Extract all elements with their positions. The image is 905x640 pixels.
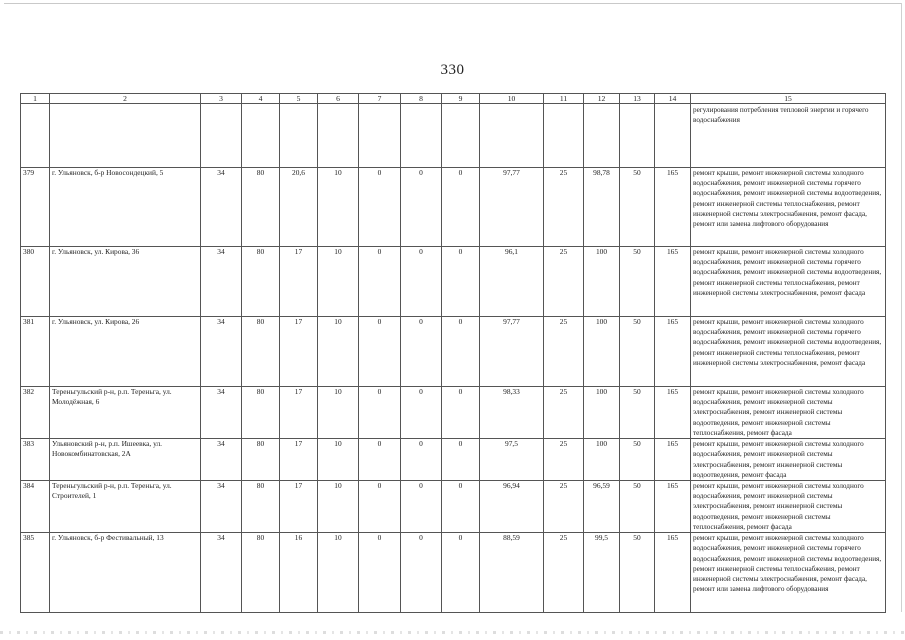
value-cell: 10 xyxy=(318,247,359,317)
row-number: 383 xyxy=(21,439,50,481)
page-number: 330 xyxy=(440,62,465,78)
empty-cell xyxy=(620,104,655,168)
empty-cell xyxy=(480,104,544,168)
address-cell: Тереньгульский р-н, р.п. Тереньга, ул. Строителей, 1 xyxy=(50,480,201,532)
value-cell: 50 xyxy=(620,439,655,481)
empty-cell xyxy=(655,104,691,168)
empty-cell xyxy=(318,104,359,168)
value-cell: 165 xyxy=(655,533,691,613)
value-cell: 100 xyxy=(584,387,620,439)
value-cell: 34 xyxy=(201,387,242,439)
page-edge-top xyxy=(4,3,901,4)
value-cell: 100 xyxy=(584,247,620,317)
empty-cell xyxy=(544,104,584,168)
value-cell: 100 xyxy=(584,439,620,481)
value-cell: 96,94 xyxy=(480,480,544,532)
value-cell: 10 xyxy=(318,168,359,247)
value-cell: 0 xyxy=(442,480,480,532)
works-cell: ремонт крыши, ремонт инженерной системы холодного водоснабжения, ремонт инженерной системы электроснабжения, ремонт инженерной системы водоотведения, ремонт фасада xyxy=(691,439,886,481)
value-cell: 50 xyxy=(620,168,655,247)
value-cell: 17 xyxy=(280,480,318,532)
column-header: 14 xyxy=(655,94,691,104)
table-row xyxy=(21,439,886,481)
table-row xyxy=(21,247,886,317)
repair-program-table xyxy=(20,93,886,613)
works-cell: ремонт крыши, ремонт инженерной системы холодного водоснабжения, ремонт инженерной системы горячего водоснабжения, ремонт инженерной системы водоотведения, ремонт инженерной системы теплоснабжения, ремонт инженерной системы электроснабжения, ремонт фасада, ремонт или замена лифтового оборудования xyxy=(691,533,886,613)
value-cell: 17 xyxy=(280,387,318,439)
address-cell: г. Ульяновск, ул. Кирова, 36 xyxy=(50,247,201,317)
value-cell: 80 xyxy=(242,480,280,532)
table-row xyxy=(21,533,886,613)
value-cell: 34 xyxy=(201,533,242,613)
value-cell: 97,5 xyxy=(480,439,544,481)
value-cell: 0 xyxy=(359,247,401,317)
row-number: 382 xyxy=(21,387,50,439)
value-cell: 0 xyxy=(442,168,480,247)
value-cell: 165 xyxy=(655,480,691,532)
works-cell: регулирования потребления тепловой энергии и горячего водоснабжения xyxy=(691,104,886,168)
row-number: 385 xyxy=(21,533,50,613)
value-cell: 96,59 xyxy=(584,480,620,532)
value-cell: 165 xyxy=(655,247,691,317)
column-number-row xyxy=(21,94,886,104)
value-cell: 10 xyxy=(318,317,359,387)
address-cell: Тереньгульский р-н, р.п. Тереньга, ул. Молодёжная, 6 xyxy=(50,387,201,439)
row-number: 381 xyxy=(21,317,50,387)
table-row xyxy=(21,480,886,532)
empty-cell xyxy=(201,104,242,168)
value-cell: 17 xyxy=(280,439,318,481)
works-cell: ремонт крыши, ремонт инженерной системы холодного водоснабжения, ремонт инженерной системы электроснабжения, ремонт инженерной системы водоотведения, ремонт инженерной системы теплоснабжения, ремонт фасада xyxy=(691,387,886,439)
address-cell: г. Ульяновск, ул. Кирова, 26 xyxy=(50,317,201,387)
value-cell: 80 xyxy=(242,533,280,613)
empty-cell xyxy=(242,104,280,168)
value-cell: 25 xyxy=(544,387,584,439)
row-number: 384 xyxy=(21,480,50,532)
value-cell: 17 xyxy=(280,317,318,387)
value-cell: 0 xyxy=(442,247,480,317)
value-cell: 0 xyxy=(359,317,401,387)
column-header: 15 xyxy=(691,94,886,104)
address-cell: Ульяновский р-н, р.п. Ишеевка, ул. Новокомбинатовская, 2А xyxy=(50,439,201,481)
value-cell: 0 xyxy=(359,168,401,247)
works-cell: ремонт крыши, ремонт инженерной системы холодного водоснабжения, ремонт инженерной системы горячего водоснабжения, ремонт инженерной системы водоотведения, ремонт инженерной системы теплоснабжения, ремонт инженерной системы электроснабжения, ремонт фасада, ремонт или замена лифтового оборудования xyxy=(691,168,886,247)
table-row xyxy=(21,168,886,247)
works-cell: ремонт крыши, ремонт инженерной системы холодного водоснабжения, ремонт инженерной системы горячего водоснабжения, ремонт инженерной системы водоотведения, ремонт инженерной системы теплоснабжения, ремонт инженерной системы электроснабжения, ремонт фасада xyxy=(691,247,886,317)
value-cell: 10 xyxy=(318,480,359,532)
column-header: 8 xyxy=(401,94,442,104)
value-cell: 99,5 xyxy=(584,533,620,613)
value-cell: 50 xyxy=(620,247,655,317)
value-cell: 25 xyxy=(544,439,584,481)
column-header: 4 xyxy=(242,94,280,104)
value-cell: 80 xyxy=(242,439,280,481)
address-cell: г. Ульяновск, б-р Фестивальный, 13 xyxy=(50,533,201,613)
value-cell: 25 xyxy=(544,247,584,317)
value-cell: 10 xyxy=(318,387,359,439)
value-cell: 34 xyxy=(201,247,242,317)
column-header: 11 xyxy=(544,94,584,104)
column-header: 7 xyxy=(359,94,401,104)
value-cell: 34 xyxy=(201,480,242,532)
value-cell: 0 xyxy=(359,533,401,613)
value-cell: 0 xyxy=(442,533,480,613)
page-edge-right xyxy=(901,3,902,612)
table-row xyxy=(21,317,886,387)
row-number: 380 xyxy=(21,247,50,317)
value-cell: 17 xyxy=(280,247,318,317)
value-cell: 50 xyxy=(620,387,655,439)
value-cell: 16 xyxy=(280,533,318,613)
value-cell: 80 xyxy=(242,317,280,387)
empty-cell xyxy=(584,104,620,168)
value-cell: 165 xyxy=(655,387,691,439)
empty-cell xyxy=(359,104,401,168)
value-cell: 0 xyxy=(401,387,442,439)
value-cell: 0 xyxy=(359,480,401,532)
continuation-row xyxy=(21,104,886,168)
column-header: 9 xyxy=(442,94,480,104)
column-header: 12 xyxy=(584,94,620,104)
value-cell: 0 xyxy=(359,439,401,481)
value-cell: 25 xyxy=(544,168,584,247)
column-header: 3 xyxy=(201,94,242,104)
scan-noise xyxy=(0,631,905,634)
value-cell: 25 xyxy=(544,480,584,532)
works-cell: ремонт крыши, ремонт инженерной системы холодного водоснабжения, ремонт инженерной системы электроснабжения, ремонт инженерной системы водоотведения, ремонт инженерной системы теплоснабжения, ремонт фасада xyxy=(691,480,886,532)
row-number: 379 xyxy=(21,168,50,247)
value-cell: 88,59 xyxy=(480,533,544,613)
value-cell: 0 xyxy=(359,387,401,439)
value-cell: 0 xyxy=(442,439,480,481)
value-cell: 0 xyxy=(442,387,480,439)
value-cell: 98,78 xyxy=(584,168,620,247)
value-cell: 0 xyxy=(401,247,442,317)
value-cell: 0 xyxy=(401,317,442,387)
column-header: 13 xyxy=(620,94,655,104)
value-cell: 0 xyxy=(401,533,442,613)
value-cell: 97,77 xyxy=(480,317,544,387)
empty-cell xyxy=(401,104,442,168)
table-row xyxy=(21,387,886,439)
address-cell: г. Ульяновск, б-р Новосондецкий, 5 xyxy=(50,168,201,247)
value-cell: 34 xyxy=(201,168,242,247)
column-header: 5 xyxy=(280,94,318,104)
empty-cell xyxy=(50,104,201,168)
value-cell: 50 xyxy=(620,317,655,387)
value-cell: 10 xyxy=(318,439,359,481)
value-cell: 34 xyxy=(201,317,242,387)
works-cell: ремонт крыши, ремонт инженерной системы холодного водоснабжения, ремонт инженерной системы горячего водоснабжения, ремонт инженерной системы водоотведения, ремонт инженерной системы теплоснабжения, ремонт инженерной системы электроснабжения, ремонт фасада xyxy=(691,317,886,387)
value-cell: 80 xyxy=(242,247,280,317)
value-cell: 165 xyxy=(655,439,691,481)
value-cell: 165 xyxy=(655,317,691,387)
value-cell: 100 xyxy=(584,317,620,387)
column-header: 6 xyxy=(318,94,359,104)
value-cell: 165 xyxy=(655,168,691,247)
value-cell: 50 xyxy=(620,533,655,613)
value-cell: 0 xyxy=(442,317,480,387)
value-cell: 98,33 xyxy=(480,387,544,439)
column-header: 1 xyxy=(21,94,50,104)
empty-cell xyxy=(280,104,318,168)
value-cell: 0 xyxy=(401,168,442,247)
value-cell: 0 xyxy=(401,439,442,481)
value-cell: 96,1 xyxy=(480,247,544,317)
empty-cell xyxy=(442,104,480,168)
value-cell: 25 xyxy=(544,317,584,387)
value-cell: 80 xyxy=(242,168,280,247)
column-header: 2 xyxy=(50,94,201,104)
value-cell: 97,77 xyxy=(480,168,544,247)
value-cell: 20,6 xyxy=(280,168,318,247)
column-header: 10 xyxy=(480,94,544,104)
value-cell: 25 xyxy=(544,533,584,613)
empty-cell xyxy=(21,104,50,168)
value-cell: 34 xyxy=(201,439,242,481)
value-cell: 50 xyxy=(620,480,655,532)
value-cell: 0 xyxy=(401,480,442,532)
value-cell: 80 xyxy=(242,387,280,439)
value-cell: 10 xyxy=(318,533,359,613)
